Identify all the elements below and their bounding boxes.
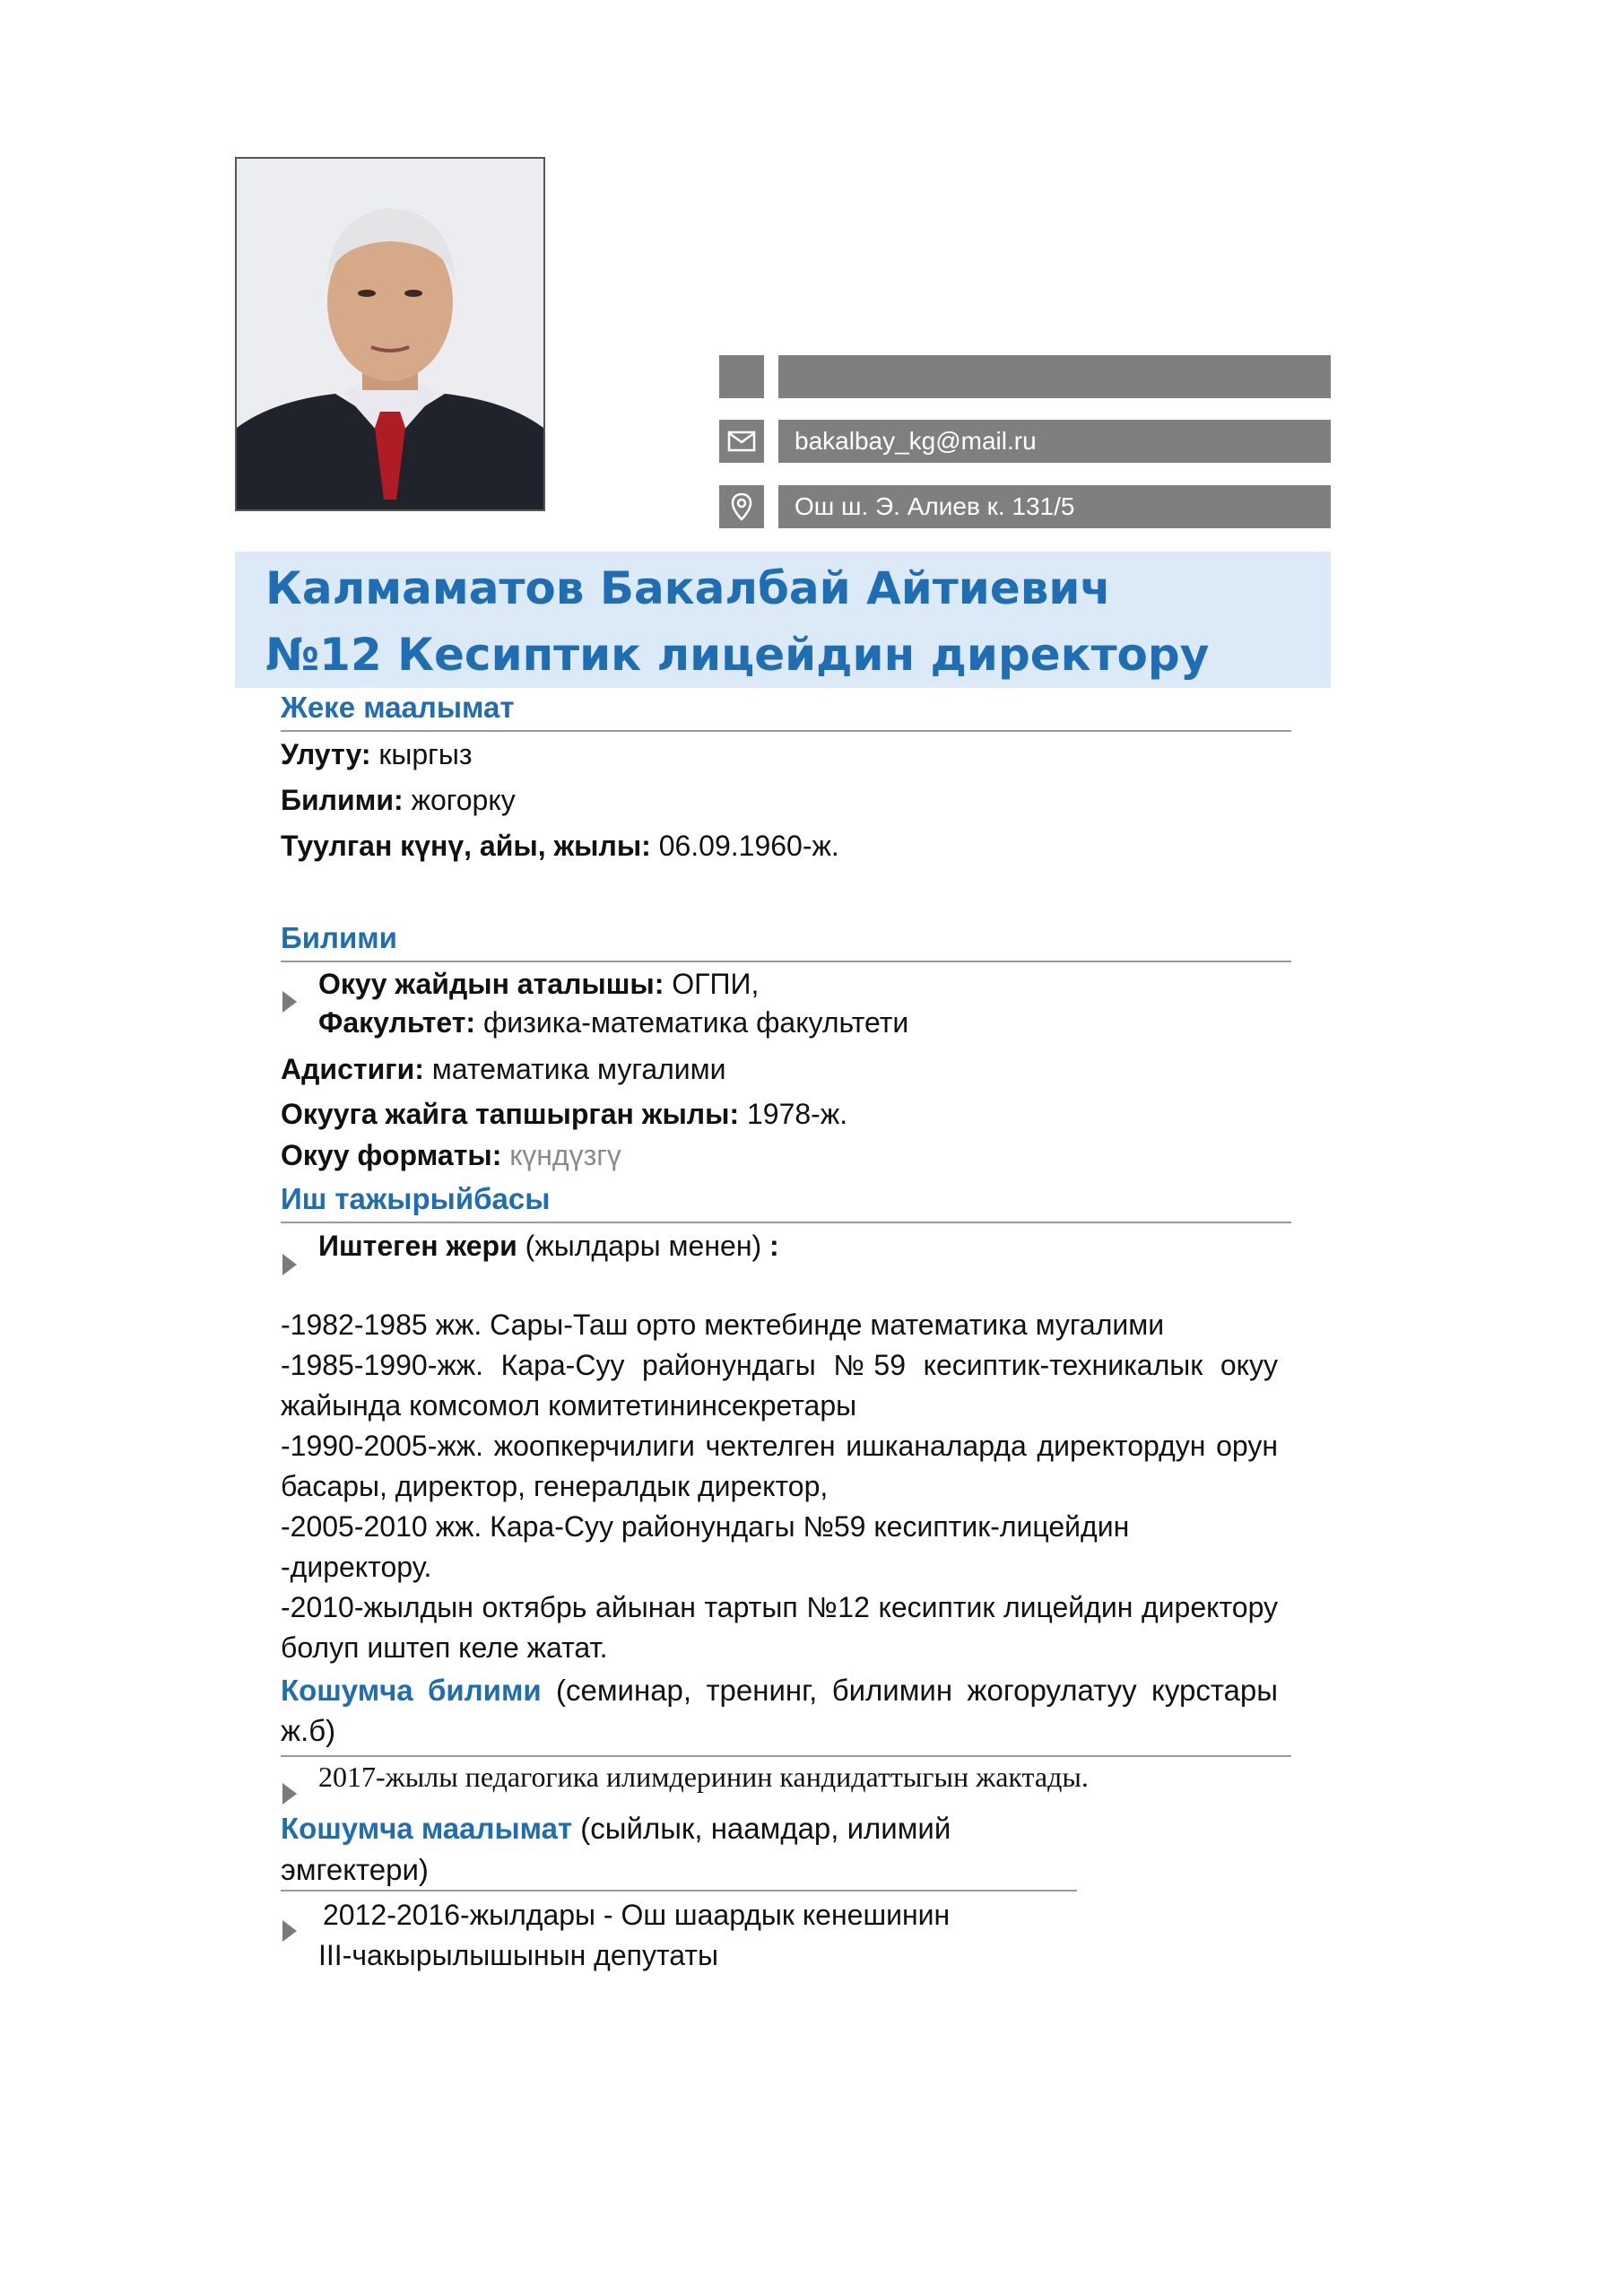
bullet-arrow-icon	[282, 1783, 297, 1805]
format-value: күндүзгү	[501, 1139, 621, 1171]
work-entries	[281, 1305, 1278, 1668]
education-level-label: Билими:	[281, 784, 404, 816]
education-level-row	[281, 779, 516, 821]
institution-value: ОГПИ,	[664, 968, 760, 1000]
personal-rule	[281, 730, 1291, 732]
workplace-suffix: (жылдары менен)	[517, 1230, 770, 1262]
bullet-arrow-icon	[282, 1920, 297, 1942]
email-text[interactable]: bakalbay_kg@mail.ru	[795, 427, 1037, 455]
format-row	[281, 1135, 621, 1176]
education-level-value: жогорку	[403, 784, 516, 816]
faculty-row	[318, 1002, 908, 1043]
workplace-row	[318, 1225, 779, 1266]
format-label: Окуу форматы:	[281, 1139, 502, 1171]
work-heading: Иш тажырыйбасы	[281, 1182, 551, 1215]
person-position: №12 Кесиптик лицейдин директору	[265, 629, 1210, 681]
workplace-colon: :	[769, 1230, 779, 1262]
faculty-label: Факультет:	[318, 1006, 476, 1039]
location-pin-icon	[731, 492, 752, 521]
faculty-value: физика-математика факультети	[475, 1006, 909, 1039]
work-entry: -1985-1990-жж. Кара-Суу районундагы №59 кесиптик-техникалык окуу жайында комсомол комитетининсекретары	[281, 1349, 1278, 1422]
nationality-row	[281, 734, 473, 775]
mail-icon-box	[719, 420, 764, 463]
work-entry: -2010-жылдын октябрь айынан тартып №12 кесиптик лицейдин директору болуп иштеп келе жатат.	[281, 1591, 1278, 1664]
specialty-label: Адистиги:	[281, 1053, 424, 1085]
phone-icon-box	[719, 355, 764, 398]
email-bar[interactable]	[778, 420, 1331, 463]
address-bar	[778, 485, 1331, 528]
additional-education-item: 2017-жылы педагогика илимдеринин кандидаттыгын жактады.	[318, 1761, 1089, 1793]
work-entry: -1982-1985 жж. Сары-Таш орто мектебинде математика мугалими	[281, 1309, 1165, 1341]
location-icon-box	[719, 485, 764, 528]
education-heading: Билими	[281, 921, 397, 954]
work-entry: -директору.	[281, 1551, 432, 1583]
specialty-value: математика мугалими	[423, 1053, 726, 1085]
workplace-label: Иштеген жери	[318, 1230, 517, 1262]
personal-heading: Жеке маалымат	[281, 691, 515, 724]
institution-row	[318, 963, 759, 1004]
additional-education-heading-block	[281, 1670, 1278, 1751]
additional-info-heading: Кошумча маалымат	[281, 1812, 573, 1845]
person-name: Калмаматов Бакалбай Айтиевич	[265, 562, 1111, 614]
additional-info-item-line1: 2012-2016-жылдары - Ош шаардык кенешинин	[323, 1899, 951, 1931]
nationality-label: Улуту:	[281, 738, 371, 770]
additional-education-note: (семинар, тренинг, билимин жогорулатуу курстары ж.б)	[281, 1674, 1278, 1747]
education-rule	[281, 961, 1291, 962]
address-text: Ош ш. Э. Алиев к. 131/5	[795, 492, 1075, 520]
portrait-image	[237, 159, 543, 509]
work-entry: -2005-2010 жж. Кара-Суу районундагы №59 кесиптик-лицейдин	[281, 1510, 1130, 1543]
bullet-arrow-icon	[282, 991, 297, 1013]
specialty-row	[281, 1048, 726, 1090]
phone-bar	[778, 355, 1331, 398]
work-entry: -1990-2005-жж. жоопкерчилиги чектелген ишканаларда директордун орун басары, директор, генералдык директор,	[281, 1430, 1278, 1502]
admission-value: 1978-ж.	[739, 1098, 848, 1130]
profile-photo	[235, 157, 545, 511]
admission-row	[281, 1093, 847, 1135]
additional-info-note-2: эмгектери)	[281, 1853, 429, 1886]
birth-row	[281, 825, 839, 866]
bullet-arrow-icon	[282, 1254, 297, 1275]
additional-info-rule	[281, 1890, 1077, 1892]
birth-value: 06.09.1960-ж.	[650, 830, 839, 862]
admission-label: Окууга жайга тапшырган жылы:	[281, 1098, 740, 1130]
additional-info-note-1: (сыйлык, наамдар, илимий	[572, 1812, 951, 1845]
mail-icon	[727, 430, 756, 452]
additional-info-heading-line1	[281, 1808, 951, 1849]
additional-info-item-line2: III-чакырылышынын депутаты	[318, 1939, 719, 1971]
birth-label: Туулган күнү, айы, жылы:	[281, 830, 651, 862]
additional-education-heading: Кошумча билими	[281, 1674, 542, 1707]
nationality-value: кыргыз	[370, 738, 473, 770]
institution-label: Окуу жайдын аталышы:	[318, 968, 664, 1000]
work-rule	[281, 1222, 1291, 1223]
